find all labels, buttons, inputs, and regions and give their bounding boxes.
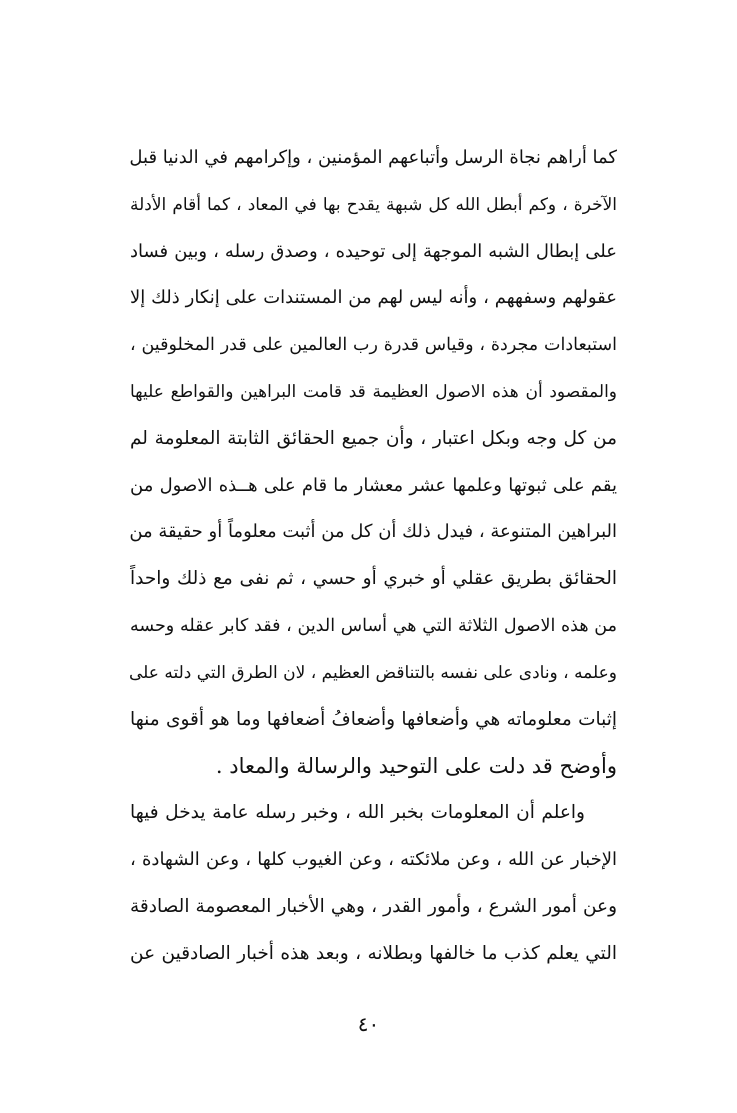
text-line: على إبطال الشبه الموجهة إلى توحيده ، وصدق رسله ، وبين فساد xyxy=(130,240,617,262)
text-line: إثبات معلوماته هي وأضعافها وأضعافُ أضعافها وما هو أقوى منها xyxy=(130,708,617,730)
body-text xyxy=(130,135,617,977)
text-line: وأوضح قد دلت على التوحيد والرسالة والمعاد . xyxy=(215,754,617,779)
text-line: البراهين المتنوعة ، فيدل ذلك أن كل من أثبت معلوماً أو حقيقة من xyxy=(129,521,617,543)
text-line: استبعادات مجردة ، وقياس قدرة رب العالمين على قدر المخلوقين ، xyxy=(130,335,617,356)
text-line: الإخبار عن الله ، وعن ملائكته ، وعن الغيوب كلها ، وعن الشهادة ، xyxy=(130,848,617,870)
text-line: الحقائق بطريق عقلي أو خبري أو حسي ، ثم نفى مع ذلك واحداً xyxy=(130,568,617,590)
page-number: ٤٠ xyxy=(357,1012,380,1036)
text-line: من كل وجه وبكل اعتبار ، وأن جميع الحقائق الثابتة المعلومة لم xyxy=(130,427,617,449)
text-line: يقم على ثبوتها وعلمها عشر معشار ما قام على هــذه الاصول من xyxy=(130,474,617,496)
text-line: والمقصود أن هذه الاصول العظيمة قد قامت البراهين والقواطع عليها xyxy=(130,381,617,402)
text-line: عقولهم وسفههم ، وأنه ليس لهم من المستندات على إنكار ذلك إلا xyxy=(130,287,617,309)
text-line: التي يعلم كذب ما خالفها وبطلانه ، وبعد هذه أخبار الصادقين عن xyxy=(130,942,617,964)
text-line: وعلمه ، ونادى على نفسه بالتناقض العظيم ، لان الطرق التي دلته على xyxy=(128,662,617,683)
text-line: الآخرة ، وكم أبطل الله كل شبهة يقدح بها في المعاد ، كما أقام الأدلة xyxy=(130,194,617,215)
text-line: من هذه الاصول الثلاثة التي هي أساس الدين ، فقد كابر عقله وحسه xyxy=(130,615,617,636)
text-line: وعن أمور الشرع ، وأمور القدر ، وهي الأخبار المعصومة الصادقة xyxy=(130,895,617,917)
text-line: واعلم أن المعلومات بخبر الله ، وخبر رسله عامة يدخل فيها xyxy=(130,802,585,824)
text-line: كما أراهم نجاة الرسل وأتباعهم المؤمنين ، وإكرامهم في الدنيا قبل xyxy=(129,147,617,168)
